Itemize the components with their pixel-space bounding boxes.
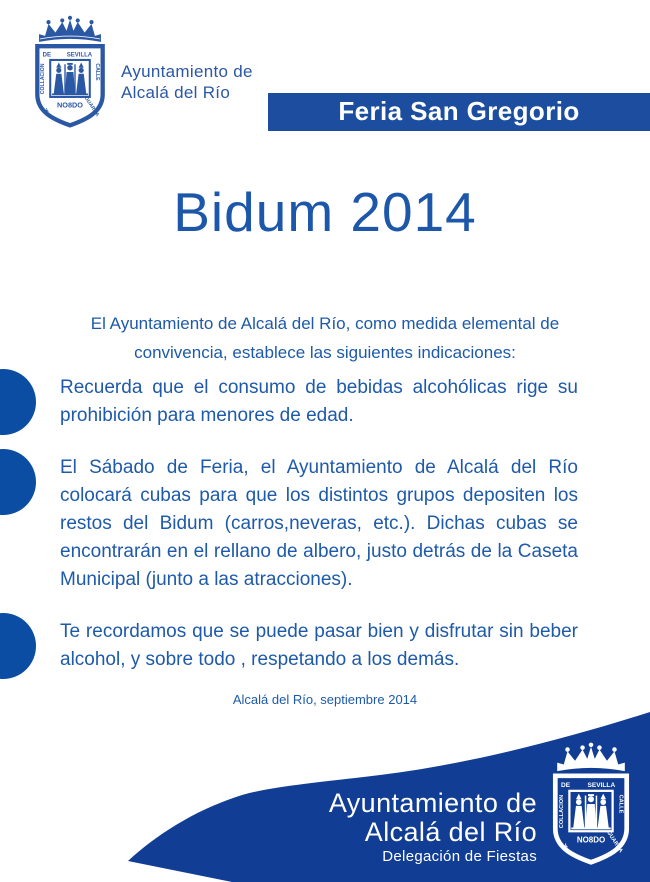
header-org-line1: Ayuntamiento de bbox=[121, 62, 253, 81]
list-item bbox=[0, 618, 650, 674]
footer-org-line2: Alcalá del Río bbox=[364, 817, 537, 847]
bullet-circle-icon bbox=[0, 613, 36, 679]
intro-paragraph: El Ayuntamiento de Alcalá del Río, como medida elemental de convivencia, establece las siguientes indicaciones: bbox=[90, 314, 560, 362]
header-org-line2: Alcalá del Río bbox=[121, 83, 231, 102]
list-item-text: El Sábado de Feria, el Ayuntamiento de Alcalá del Río colocará cubas para que los distintos grupos depositen los restos del Bidum (carros,neveras, etc.). Dichas cubas se encontrarán en el rellano de albero, justo detrás de la Caseta Municipal (junto a las atracciones). bbox=[60, 457, 578, 590]
event-banner bbox=[268, 93, 650, 131]
header-coat-of-arms-icon bbox=[27, 15, 113, 129]
bullet-circle-icon bbox=[0, 369, 36, 435]
footer-org-name bbox=[329, 789, 537, 867]
footer-coat-of-arms-icon bbox=[544, 742, 638, 866]
list-item bbox=[0, 454, 650, 594]
date-line: Alcalá del Río, septiembre 2014 bbox=[232, 692, 418, 707]
list-item bbox=[0, 374, 650, 430]
page-title: Bidum 2014 bbox=[173, 181, 477, 243]
indications-list bbox=[0, 374, 650, 698]
list-item-text: Te recordamos que se puede pasar bien y disfrutar sin beber alcohol, y sobre todo , respetando a los demás. bbox=[60, 621, 578, 670]
footer-subtitle: Delegación de Fiestas bbox=[382, 848, 537, 865]
header-org-name bbox=[121, 61, 253, 103]
bullet-circle-icon bbox=[0, 449, 36, 515]
event-banner-label: Feria San Gregorio bbox=[338, 95, 580, 126]
list-item-text: Recuerda que el consumo de bebidas alcohólicas rige su prohibición para menores de edad. bbox=[60, 377, 578, 426]
footer-org-line1: Ayuntamiento de bbox=[328, 788, 537, 818]
